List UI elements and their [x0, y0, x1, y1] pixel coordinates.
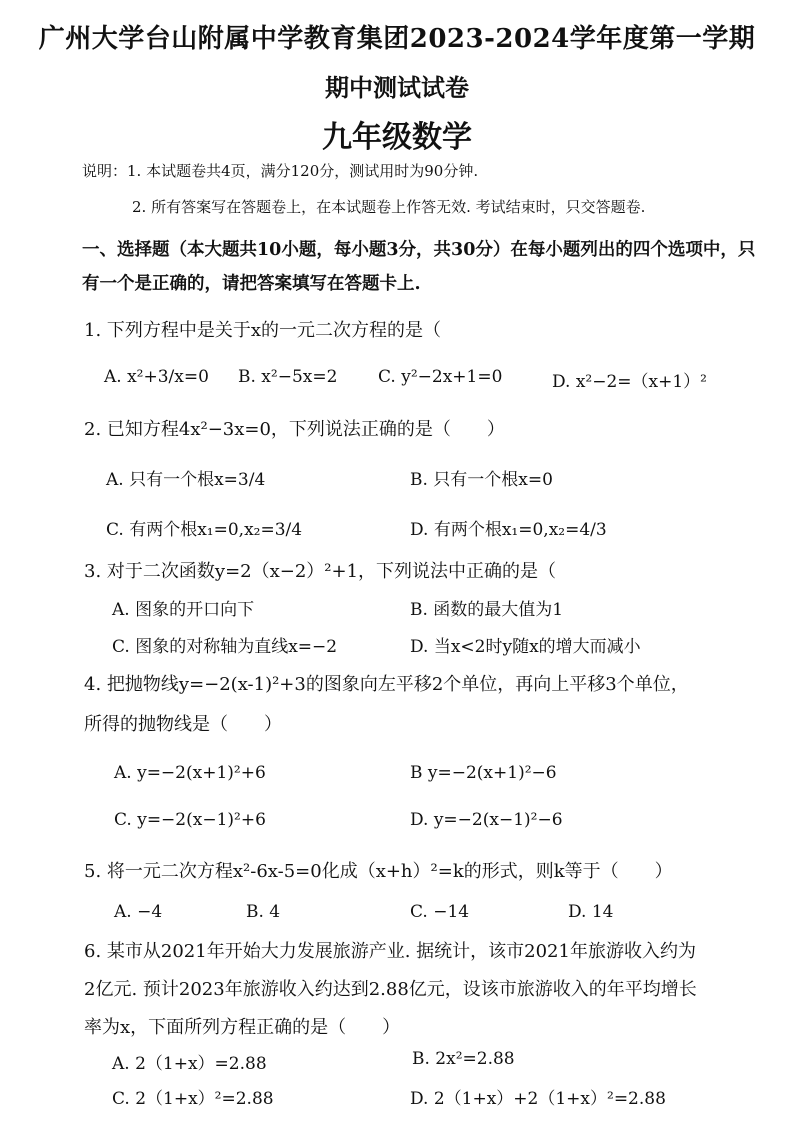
- instruction-2: 2. 所有答案写在答题卷上，在本试题卷上作答无效. 考试结束时，只交答题卷.: [132, 198, 646, 216]
- question-3-option-b: B. 函数的最大值为1: [410, 600, 564, 620]
- question-1-option-c: C. y²−2x+1=0: [378, 367, 503, 387]
- question-3-stem: 3. 对于二次函数y=2（x−2）²+1，下列说法中正确的是（: [84, 561, 557, 582]
- instruction-1: 说明：1. 本试题卷共4页，满分120分，测试用时为90分钟.: [82, 162, 479, 180]
- question-4-option-a: A. y=−2(x+1)²+6: [114, 763, 266, 783]
- question-6-option-c: C. 2（1+x）²=2.88: [112, 1089, 274, 1109]
- question-6-option-a: A. 2（1+x）=2.88: [112, 1054, 267, 1074]
- question-5-stem: 5. 将一元二次方程x²-6x-5=0化成（x+h）²=k的形式，则k等于（ ）: [84, 861, 673, 882]
- question-5-option-a: A. −4: [114, 902, 163, 922]
- question-6-stem-line-2: 2亿元. 预计2023年旅游收入约达到2.88亿元，设该市旅游收入的年平均增长: [84, 979, 697, 1000]
- question-4-option-c: C. y=−2(x−1)²+6: [114, 810, 266, 830]
- question-1-option-b: B. x²−5x=2: [238, 367, 338, 387]
- question-2-option-b: B. 只有一个根x=0: [410, 470, 553, 490]
- question-6-stem-line-1: 6. 某市从2021年开始大力发展旅游产业. 据统计，该市2021年旅游收入约为: [84, 941, 696, 962]
- question-4-option-d: D. y=−2(x−1)²−6: [410, 810, 563, 830]
- question-6-option-d: D. 2（1+x）+2（1+x）²=2.88: [410, 1089, 666, 1109]
- question-5-option-d: D. 14: [568, 902, 614, 922]
- section-header-line-2: 有一个是正确的，请把答案填写在答题卡上.: [82, 274, 421, 294]
- question-4-stem-line-1: 4. 把抛物线y=−2(x-1)²+3的图象向左平移2个单位，再向上平移3个单位，: [84, 674, 689, 695]
- question-2-stem: 2. 已知方程4x²−3x=0，下列说法正确的是（ ）: [84, 419, 505, 440]
- question-1-option-a: A. x²+3/x=0: [104, 367, 209, 387]
- question-3-option-c: C. 图象的对称轴为直线x=−2: [112, 637, 338, 657]
- title-line-1: 广州大学台山附属中学教育集团2023-2024学年度第一学期: [38, 24, 756, 54]
- question-2-option-a: A. 只有一个根x=3/4: [106, 470, 266, 490]
- question-5-option-c: C. −14: [410, 902, 470, 922]
- question-2-option-d: D. 有两个根x₁=0,x₂=4/3: [410, 520, 607, 540]
- title-line-3: 九年级数学: [322, 120, 472, 155]
- question-1-stem: 1. 下列方程中是关于x的一元二次方程的是（: [84, 320, 442, 341]
- question-4-option-b: B y=−2(x+1)²−6: [410, 763, 557, 783]
- question-4-stem-line-2: 所得的抛物线是（ ）: [84, 714, 282, 735]
- question-1-option-d: D. x²−2=（x+1）²: [552, 372, 708, 392]
- question-6-option-b: B. 2x²=2.88: [412, 1049, 515, 1069]
- question-3-option-d: D. 当x<2时y随x的增大而减小: [410, 637, 641, 657]
- question-2-option-c: C. 有两个根x₁=0,x₂=3/4: [106, 520, 303, 540]
- question-3-option-a: A. 图象的开口向下: [112, 600, 255, 620]
- section-header-line-1: 一、选择题（本大题共10小题，每小题3分，共30分）在每小题列出的四个选项中，只: [82, 240, 756, 260]
- question-6-stem-line-3: 率为x，下面所列方程正确的是（ ）: [84, 1017, 401, 1038]
- title-line-2: 期中测试试卷: [325, 73, 469, 102]
- question-5-option-b: B. 4: [246, 902, 281, 922]
